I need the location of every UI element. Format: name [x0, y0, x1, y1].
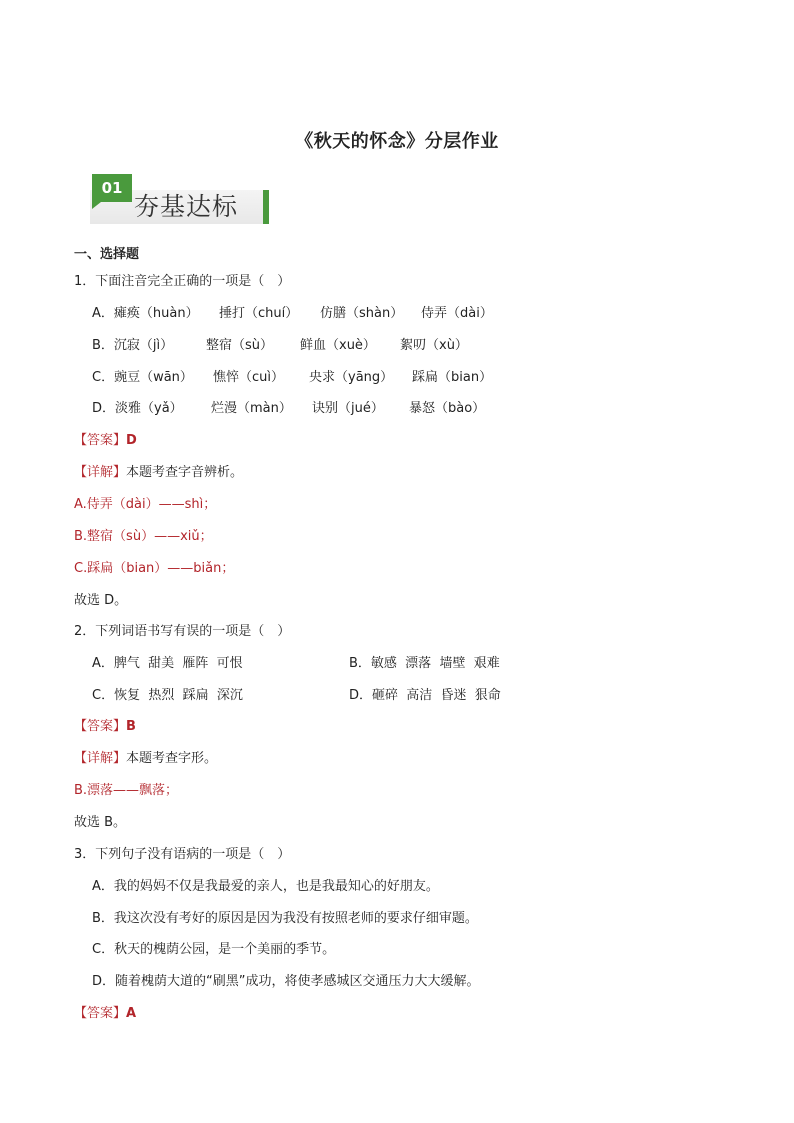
detail-text: 本题考查字音辨析。 [126, 465, 244, 480]
banner-accent-bar [263, 190, 269, 224]
q1-answer [74, 432, 137, 450]
answer-value: A [126, 1006, 137, 1021]
q1-conclusion: 故选 D。 [74, 593, 128, 608]
q1-option-d-3: 诀别（jué） [312, 401, 384, 416]
answer-tag: 【答案】 [74, 719, 127, 734]
section-heading: 一、选择题 [74, 247, 140, 262]
q3-option-a: A．我的妈妈不仅是我最爱的亲人，也是我最知心的好朋友。 [92, 879, 439, 894]
banner-number-badge: 01 [92, 174, 132, 202]
q2-answer [74, 718, 136, 736]
answer-value: D [126, 433, 137, 448]
q1-note-b: B.整宿（sù）——xiǔ； [74, 529, 213, 544]
q1-option-a-3: 仿膳（shàn） [320, 306, 404, 321]
q1-detail [74, 464, 243, 482]
q2-detail [74, 750, 217, 768]
q1-option-c-4: 踩扁（bian） [412, 370, 493, 385]
q1-option-b-2: 整宿（sù） [206, 338, 274, 353]
q1-option-c-3: 央求（yāng） [309, 370, 394, 385]
q1-option-c-1: C．豌豆（wān） [92, 370, 193, 385]
answer-value: B [126, 719, 136, 734]
q1-stem: 1．下面注音完全正确的一项是（ ） [74, 274, 291, 289]
q2-stem: 2．下列词语书写有误的一项是（ ） [74, 624, 291, 639]
q1-option-b-3: 鲜血（xuè） [300, 338, 376, 353]
banner-label: 夯基达标 [134, 192, 239, 221]
q3-option-b: B．我这次没有考好的原因是因为我没有按照老师的要求仔细审题。 [92, 911, 478, 926]
q2-option-c: C．恢复 热烈 踩扁 深沉 [92, 688, 243, 703]
answer-tag: 【答案】 [74, 433, 127, 448]
q2-option-d: D．砸碎 高洁 昏迷 狠命 [349, 688, 501, 703]
answer-tag: 【答案】 [74, 1006, 127, 1021]
q3-answer [74, 1005, 136, 1023]
q1-option-a-4: 侍弄（dài） [421, 306, 493, 321]
q3-option-c: C．秋天的槐荫公园，是一个美丽的季节。 [92, 942, 336, 957]
q3-option-d: D．随着槐荫大道的“刷黑”成功，将使孝感城区交通压力大大缓解。 [92, 974, 480, 989]
q2-conclusion: 故选 B。 [74, 815, 127, 830]
detail-text: 本题考查字形。 [126, 751, 218, 766]
detail-tag: 【详解】 [74, 751, 127, 766]
q2-option-a: A．脾气 甜美 雁阵 可恨 [92, 656, 243, 671]
q1-note-a: A.侍弄（dài）——shì； [74, 497, 217, 512]
q1-option-a-1: A．瘫痪（huàn） [92, 306, 199, 321]
q2-option-b: B．敏感 漂落 墙壁 艰难 [349, 656, 500, 671]
q3-stem: 3．下列句子没有语病的一项是（ ） [74, 847, 291, 862]
q1-option-c-2: 憔悴（cuì） [213, 370, 284, 385]
section-banner [84, 172, 274, 228]
q1-note-c: C.踩扁（bian）——biǎn； [74, 561, 235, 576]
q1-option-b-4: 絮叨（xù） [400, 338, 468, 353]
q1-option-d-2: 烂漫（màn） [211, 401, 292, 416]
q1-option-d-4: 暴怒（bào） [409, 401, 486, 416]
q1-option-a-2: 捶打（chuí） [219, 306, 299, 321]
q2-note-b: B.漂落——飘落； [74, 783, 179, 798]
speech-tail-icon [92, 202, 101, 209]
q1-option-d-1: D．淡雅（yǎ） [92, 401, 183, 416]
page-title: 《秋天的怀念》分层作业 [295, 131, 499, 152]
detail-tag: 【详解】 [74, 465, 127, 480]
q1-option-b-1: B．沉寂（jì） [92, 338, 174, 353]
